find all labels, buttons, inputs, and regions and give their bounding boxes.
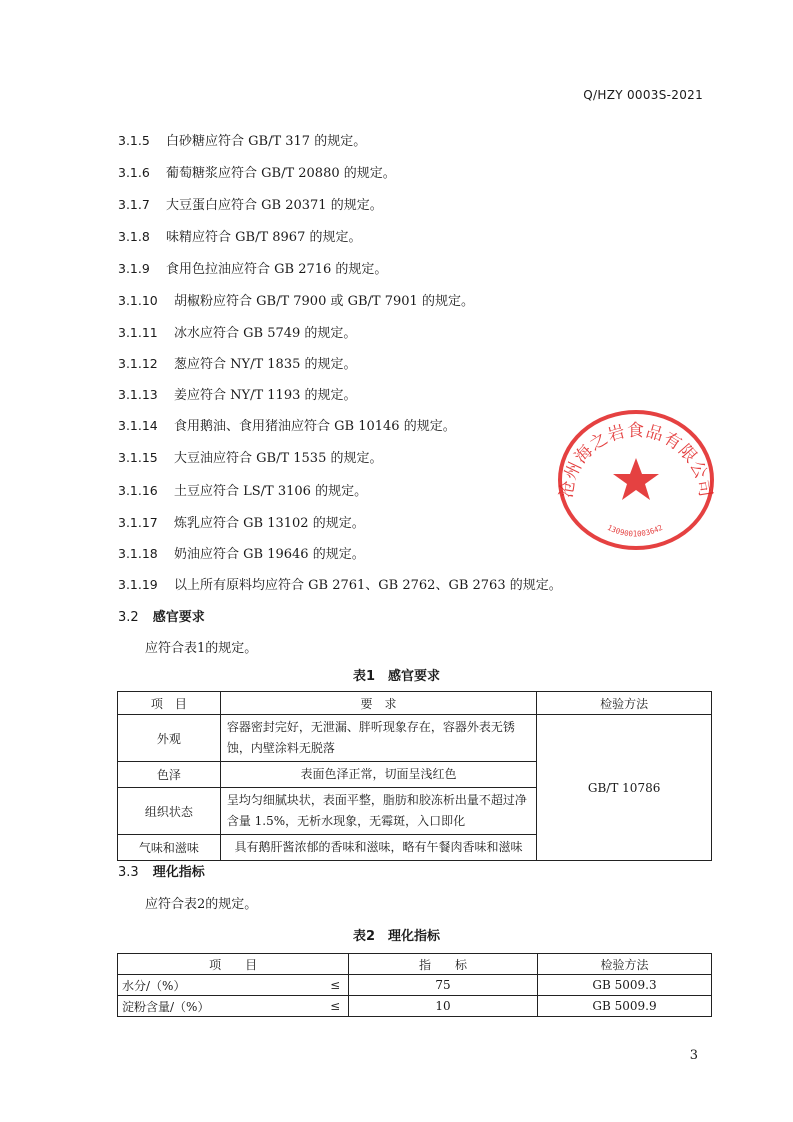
clause-number: 3.1.15 <box>118 450 158 465</box>
requirement-cell: 具有鹅肝酱浓郁的香味和滋味，略有午餐肉香味和滋味 <box>220 835 536 861</box>
method-cell: GB/T 10786 <box>537 715 712 861</box>
physicochemical-table <box>117 953 712 1017</box>
clause-text: 炼乳应符合 GB 13102 的规定。 <box>174 516 365 531</box>
clause-text: 白砂糖应符合 GB/T 317 的规定。 <box>166 134 367 149</box>
table-row <box>118 715 712 762</box>
item-cell: 色泽 <box>118 762 221 788</box>
svg-text:1309001003642: 1309001003642 <box>605 522 665 539</box>
clause-number: 3.1.16 <box>118 483 158 498</box>
header-item: 项 目 <box>118 954 349 975</box>
clause-number: 3.1.17 <box>118 515 158 530</box>
clause-number: 3.1.9 <box>118 261 150 276</box>
clause-number: 3.1.8 <box>118 229 150 244</box>
symbol-cell: ≤ <box>316 975 348 996</box>
clause-item <box>118 384 357 403</box>
sensory-requirements-table <box>117 691 712 861</box>
clause-item <box>118 415 456 434</box>
clause-item <box>118 322 356 341</box>
clause-item <box>118 226 361 245</box>
requirement-cell: 表面色泽正常，切面呈浅红色 <box>220 762 536 788</box>
clause-text: 大豆油应符合 GB/T 1535 的规定。 <box>174 451 383 466</box>
table-2-caption: 表2 理化指标 <box>352 929 441 944</box>
clause-number: 3.1.7 <box>118 197 150 212</box>
svg-text:沧州海之岩食品有限公司: 沧州海之岩食品有限公司 <box>556 421 716 500</box>
clause-item <box>118 194 383 213</box>
clause-item <box>118 130 366 149</box>
company-seal <box>550 400 720 550</box>
clause-item <box>118 480 367 499</box>
table-row <box>118 996 712 1017</box>
clause-item <box>118 162 396 181</box>
clause-text: 食用鹅油、食用猪油应符合 GB 10146 的规定。 <box>174 419 456 434</box>
clause-text: 胡椒粉应符合 GB/T 7900 或 GB/T 7901 的规定。 <box>174 294 474 309</box>
clause-text: 味精应符合 GB/T 8967 的规定。 <box>166 230 362 245</box>
method-cell: GB 5009.3 <box>537 975 711 996</box>
clause-text: 葡萄糖浆应符合 GB/T 20880 的规定。 <box>166 166 396 181</box>
clause-number: 3.1.19 <box>118 577 158 592</box>
clause-text: 冰水应符合 GB 5749 的规定。 <box>174 326 357 341</box>
section-title: 感官要求 <box>152 610 205 625</box>
section-number: 3.2 <box>118 610 139 625</box>
method-cell: GB 5009.9 <box>537 996 711 1017</box>
requirement-cell: 容器密封完好，无泄漏、胖听现象存在，容器外表无锈蚀，内壁涂料无脱落 <box>220 715 536 762</box>
page-number: 3 <box>689 1048 698 1063</box>
clause-number: 3.1.6 <box>118 165 150 180</box>
clause-number: 3.1.11 <box>118 325 158 340</box>
clause-item <box>118 258 387 277</box>
clause-number: 3.1.18 <box>118 546 158 561</box>
clause-text: 大豆蛋白应符合 GB 20371 的规定。 <box>166 198 383 213</box>
clause-item <box>118 447 382 466</box>
header-method: 检验方法 <box>537 692 712 715</box>
clause-number: 3.1.10 <box>118 293 158 308</box>
clause-item <box>118 543 365 562</box>
item-cell: 水分/（%） <box>118 975 317 996</box>
clause-number: 3.1.5 <box>118 133 150 148</box>
document-code: Q/HZY 0003S-2021 <box>583 88 703 102</box>
value-cell: 75 <box>349 975 538 996</box>
section-heading-3-2 <box>118 606 205 625</box>
clause-item <box>118 574 562 593</box>
clause-item <box>118 512 365 531</box>
header-method: 检验方法 <box>537 954 711 975</box>
clause-text: 奶油应符合 GB 19646 的规定。 <box>174 547 365 562</box>
clause-item <box>118 353 357 372</box>
symbol-cell: ≤ <box>316 996 348 1017</box>
value-cell: 10 <box>349 996 538 1017</box>
table-1-caption: 表1 感官要求 <box>352 669 441 684</box>
section-title: 理化指标 <box>152 865 205 880</box>
clause-item <box>118 290 474 309</box>
section-heading-3-3 <box>118 861 205 880</box>
header-indicator: 指 标 <box>349 954 538 975</box>
section-number: 3.3 <box>118 865 139 880</box>
clause-number: 3.1.12 <box>118 356 158 371</box>
clause-text: 土豆应符合 LS/T 3106 的规定。 <box>174 484 368 499</box>
item-cell: 淀粉含量/（%） <box>118 996 317 1017</box>
paragraph-3-3: 应符合表2的规定。 <box>145 897 258 912</box>
clause-text: 以上所有原料均应符合 GB 2761、GB 2762、GB 2763 的规定。 <box>174 578 562 593</box>
table-header-row <box>118 692 712 715</box>
requirement-cell: 呈均匀细腻块状，表面平整，脂肪和胶冻析出量不超过净含量 1.5%，无析水现象，无霉斑，入口即化 <box>220 788 536 835</box>
table-header-row <box>118 954 712 975</box>
clause-text: 姜应符合 NY/T 1193 的规定。 <box>174 388 357 403</box>
clause-number: 3.1.14 <box>118 418 158 433</box>
clause-text: 食用色拉油应符合 GB 2716 的规定。 <box>166 262 388 277</box>
clause-number: 3.1.13 <box>118 387 158 402</box>
item-cell: 气味和滋味 <box>118 835 221 861</box>
paragraph-3-2: 应符合表1的规定。 <box>145 641 258 656</box>
item-cell: 组织状态 <box>118 788 221 835</box>
star-icon <box>613 458 659 500</box>
item-cell: 外观 <box>118 715 221 762</box>
clause-text: 葱应符合 NY/T 1835 的规定。 <box>174 357 357 372</box>
header-item: 项 目 <box>118 692 221 715</box>
table-row <box>118 975 712 996</box>
header-requirement: 要 求 <box>220 692 536 715</box>
